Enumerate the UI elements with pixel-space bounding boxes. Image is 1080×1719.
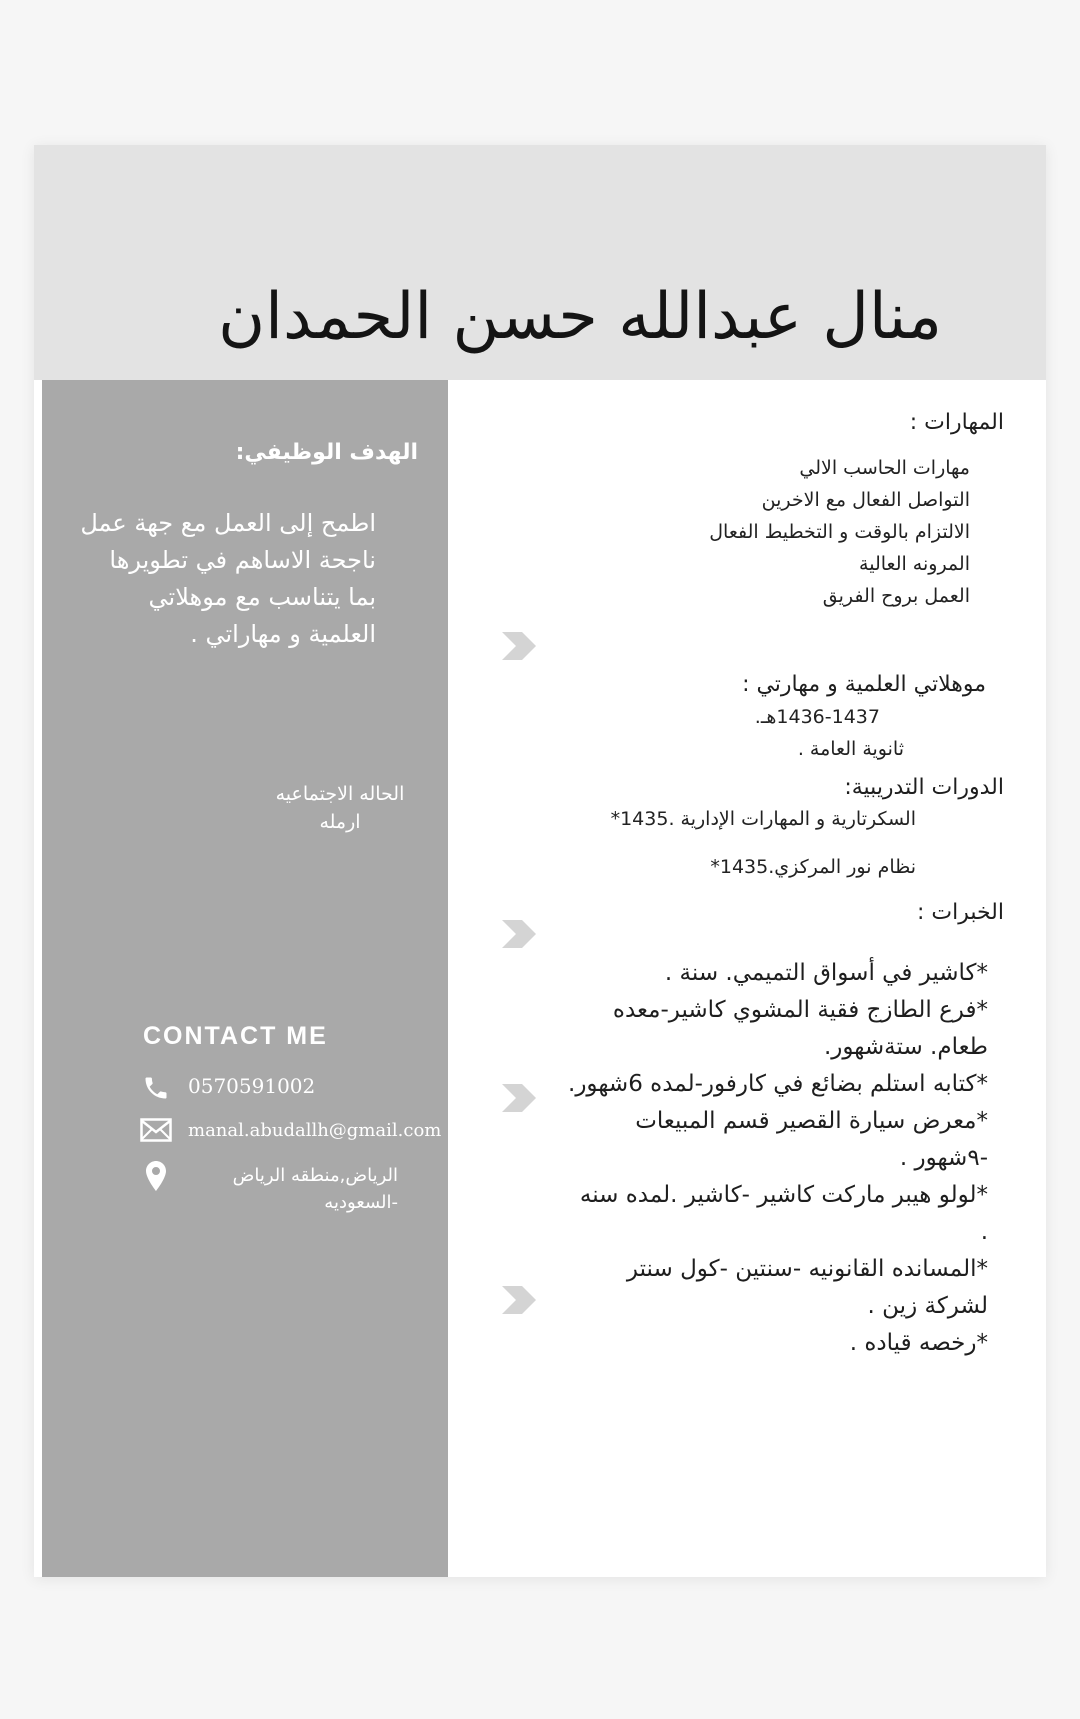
skill-item: المرونه العالية [859, 553, 970, 575]
candidate-name: منال عبدالله حسن الحمدان [218, 280, 942, 354]
experience-item: *رخصه قياده . [849, 1330, 988, 1356]
address: الرياض,منطقه الرياض -السعوديه [232, 1165, 398, 1213]
experience-item: *معرض سيارة القصير قسم المبيعات -٩شهور . [635, 1108, 988, 1171]
phone-icon [142, 1074, 170, 1102]
course-item: السكرتارية و المهارات الإدارية .1435* [610, 808, 916, 830]
marital-status [250, 780, 430, 836]
marital-status-label: الحاله الاجتماعيه [275, 783, 405, 805]
chevron-right-icon [502, 1084, 536, 1112]
skill-item: مهارات الحاسب الالي [799, 457, 970, 479]
email-address[interactable]: manal.abudallh@gmail.com [188, 1120, 442, 1141]
chevron-right-icon [502, 1286, 536, 1314]
skills-list [709, 452, 970, 612]
objective-text: اطمح إلى العمل مع جهة عمل ناجحة الاساهم في تطويرها بما يتناسب مع موهلاتي العلمية و مهاراتي . [80, 509, 376, 648]
skills-title: المهارات : [909, 410, 1004, 435]
contact-title: CONTACT ME [143, 1022, 328, 1050]
qualifications-title: موهلاتي العلمية و مهارتي : [742, 672, 986, 697]
chevron-right-icon [502, 632, 536, 660]
objective-title: الهدف الوظيفي: [235, 440, 418, 465]
chevron-right-icon [502, 920, 536, 948]
envelope-icon [140, 1118, 172, 1142]
skill-item: الالتزام بالوقت و التخطيط الفعال [709, 521, 970, 543]
experience-item: *المسانده القانونيه -سنتين -كول سنتر لشركة زين . [626, 1256, 988, 1319]
experience-item: *لولو هيبر ماركت كاشير -كاشير .لمده سنه . [579, 1182, 988, 1245]
skill-item: التواصل الفعال مع الاخرين [761, 489, 970, 511]
location-pin-icon [144, 1160, 168, 1192]
experience-item: *كاشير في أسواق التميمي. سنة . [664, 960, 988, 986]
experience-item: *فرع الطازج فقية المشوي كاشير-معده طعام. ستةشهور. [612, 997, 988, 1060]
experience-title: الخبرات : [916, 900, 1004, 925]
qualification-degree: ثانوية العامة . [797, 738, 904, 760]
experience-list [568, 955, 988, 1362]
course-item: نظام نور المركزي.1435* [710, 856, 916, 878]
skill-item: العمل بروح الفريق [822, 585, 970, 607]
marital-status-value: ارمله [319, 811, 361, 833]
experience-item: *كتابه استلم بضائع في كارفور-لمده 6شهور. [568, 1071, 988, 1097]
courses-title: الدورات التدريبية: [844, 775, 1004, 800]
qualification-years: 1436-1437هـ. [754, 706, 880, 728]
phone-number[interactable]: 0570591002 [188, 1074, 316, 1098]
